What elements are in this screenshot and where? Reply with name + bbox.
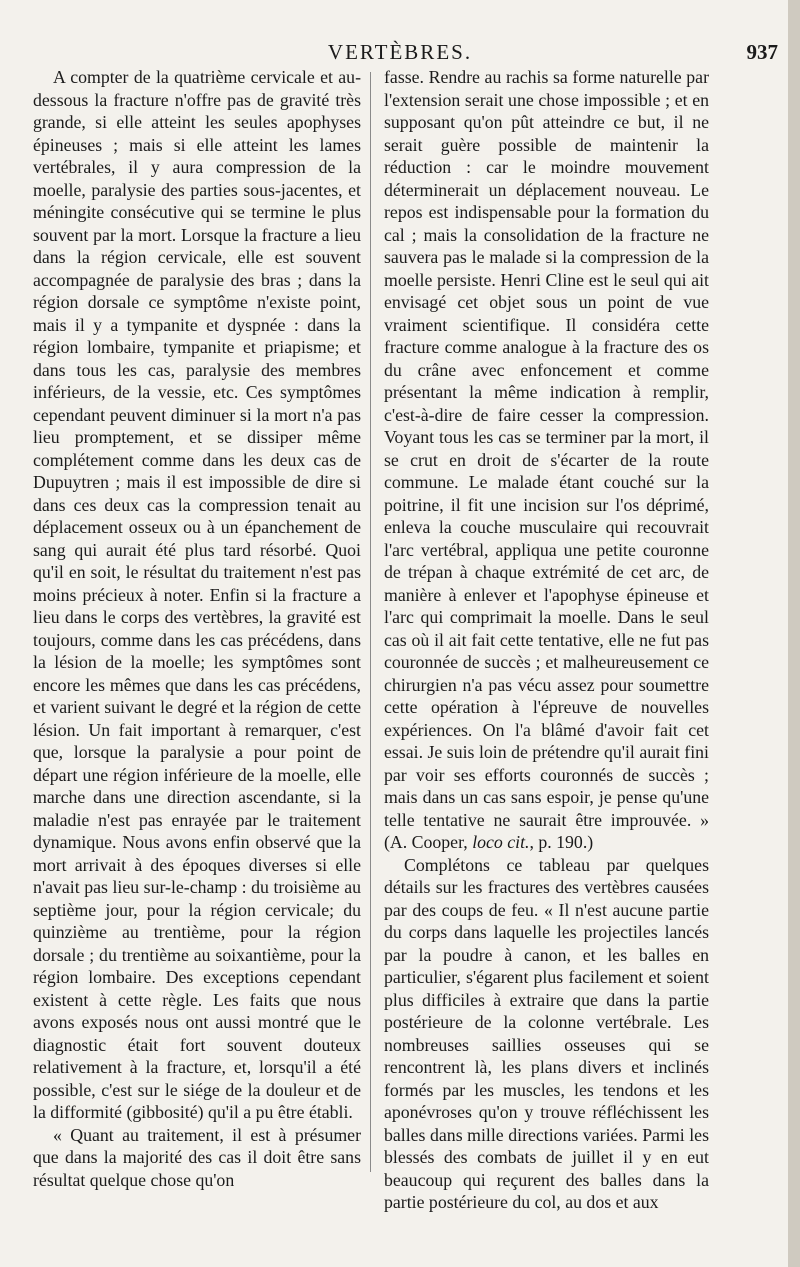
- left-column: [33, 66, 361, 1191]
- paragraph: [384, 66, 709, 854]
- paragraph-text: fasse. Rendre au rachis sa forme naturelle par l'extension serait une chose impossible ; et en supposant qu'on pût atteindre ce but, il ne serait guère possible de maintenir la réduction : car le moindre mouvement déterminerait un déplacement nouveau. Le repos est indispensable pour la formation du cal ; mais la consolidation de la fracture ne sauvera pas le malade si la compression de la moelle persiste. Henri Cline est le seul qui ait envisagé cet objet sous un point de vue vraiment scientifique. Il considéra cette fracture comme analogue à la fracture des os du crâne avec enfoncement et comme présentant la même indication à remplir, c'est-à-dire de faire cesser la compression. Voyant tous les cas se terminer par la mort, il se crut en droit de s'écarter de la route commune. Le malade étant couché sur la poitrine, il fit une incision sur l'os déprimé, enleva la couche musculaire qui recouvrait l'arc vertébral, appliqua une petite couronne de trépan à chaque extrémité de cet arc, de manière à enlever et l'apophyse épineuse et l'arc qui comprimait la moelle. Dans le seul cas où il ait fait cette tentative, elle ne fut pas couronnée de succès ; et malheureusement ce chirurgien n'a pas vécu assez pour soumettre cette opération à l'épreuve de nouvelles expériences. On l'a blâmé d'avoir fait cet essai. Je suis loin de prétendre qu'il aurait fini par voir ses efforts couronnés de succès ; mais dans un cas sans espoir, je pense qu'une telle tentative ne saurait être improuvée. » (A. Cooper,: [384, 67, 709, 852]
- paragraph: A compter de la quatrième cervicale et au-dessous la fracture n'offre pas de gravité très grande, si elle atteint les seules apophyses épineuses ; mais si elle atteint les lames vertébrales, il y aura compression de la moelle, paralysie des parties sous-jacentes, et méningite consécutive qui se termine le plus souvent par la mort. Lorsque la fracture a lieu dans la région cervicale, elle est souvent accompagnée de paralysie des bras ; dans la région dorsale ce symptôme n'existe point, mais il y a tympanite et dyspnée : dans la région lombaire, tympanite et priapisme; et dans tous les cas, paralysie des membres inférieurs, de la vessie, etc. Ces symptômes cependant peuvent diminuer si la mort n'a pas lieu promptement, et se dissiper même complétement comme dans les deux cas de Dupuytren ; mais il est impossible de dire si dans ces deux cas la compression tenait au déplacement osseux ou à un épanchement de sang qui aurait été plus tard résorbé. Quoi qu'il en soit, le résultat du traitement n'est pas moins précieux à noter. Enfin si la fracture a lieu dans le corps des vertèbres, la gravité est toujours, comme dans les cas précédens, dans la lésion de la moelle; les symptômes sont encore les mêmes que dans les cas précédens, et varient suivant le degré et la région de cette lésion. Un fait important à remarquer, c'est que, lorsque la paralysie a pour point de départ une région inférieure de la moelle, elle marche dans une direction ascendante, si la maladie n'est pas enrayée par le traitement dynamique. Nous avons enfin observé que la mort arrivait à des époques diverses si elle n'avait pas lieu sur-le-champ : du troisième au septième jour, pour la région cervicale; du quinzième au trentième, pour la région dorsale ; du trentième au soixantième, pour la région lombaire. Des exceptions cependant existent à cette règle. Les faits que nous avons exposés nous ont aussi montré que le diagnostic était fort souvent douteux relativement à la fracture, et, lorsqu'il a été possible, c'est sur le siége de la douleur et de la difformité (gibbosité) qu'il a pu être établi.: [33, 67, 361, 1122]
- citation-page: , p. 190.): [529, 832, 594, 852]
- page-edge: [788, 0, 800, 1267]
- running-title: VERTÈBRES.: [327, 40, 473, 64]
- paragraph: « Quant au traitement, il est à présumer que dans la majorité des cas il doit être sans résultat quelque chose qu'on: [33, 1124, 361, 1190]
- column-divider: [370, 72, 371, 1172]
- citation-italic: loco cit.: [472, 832, 530, 852]
- paragraph: Complétons ce tableau par quelques détails sur les fractures des vertèbres causées par des coups de feu. « Il n'est aucune partie du corps dans laquelle les projectiles lancés par la poudre à canon, et les balles en particulier, s'égarent plus facilement et soient plus difficiles à extraire que dans la partie postérieure de la colonne vertébrale. Les nombreuses saillies osseuses qui se rencontrent là, les plans divers et inclinés formés par les muscles, les tendons et les aponévroses qu'on y trouve réfléchissent les balles dans mille directions variées. Parmi les blessés des combats de juillet il y en eut beaucoup qui reçurent des balles dans la partie postérieure du col, au dos et aux: [384, 854, 709, 1212]
- right-column: [384, 66, 709, 1214]
- page-number: 937: [746, 40, 778, 64]
